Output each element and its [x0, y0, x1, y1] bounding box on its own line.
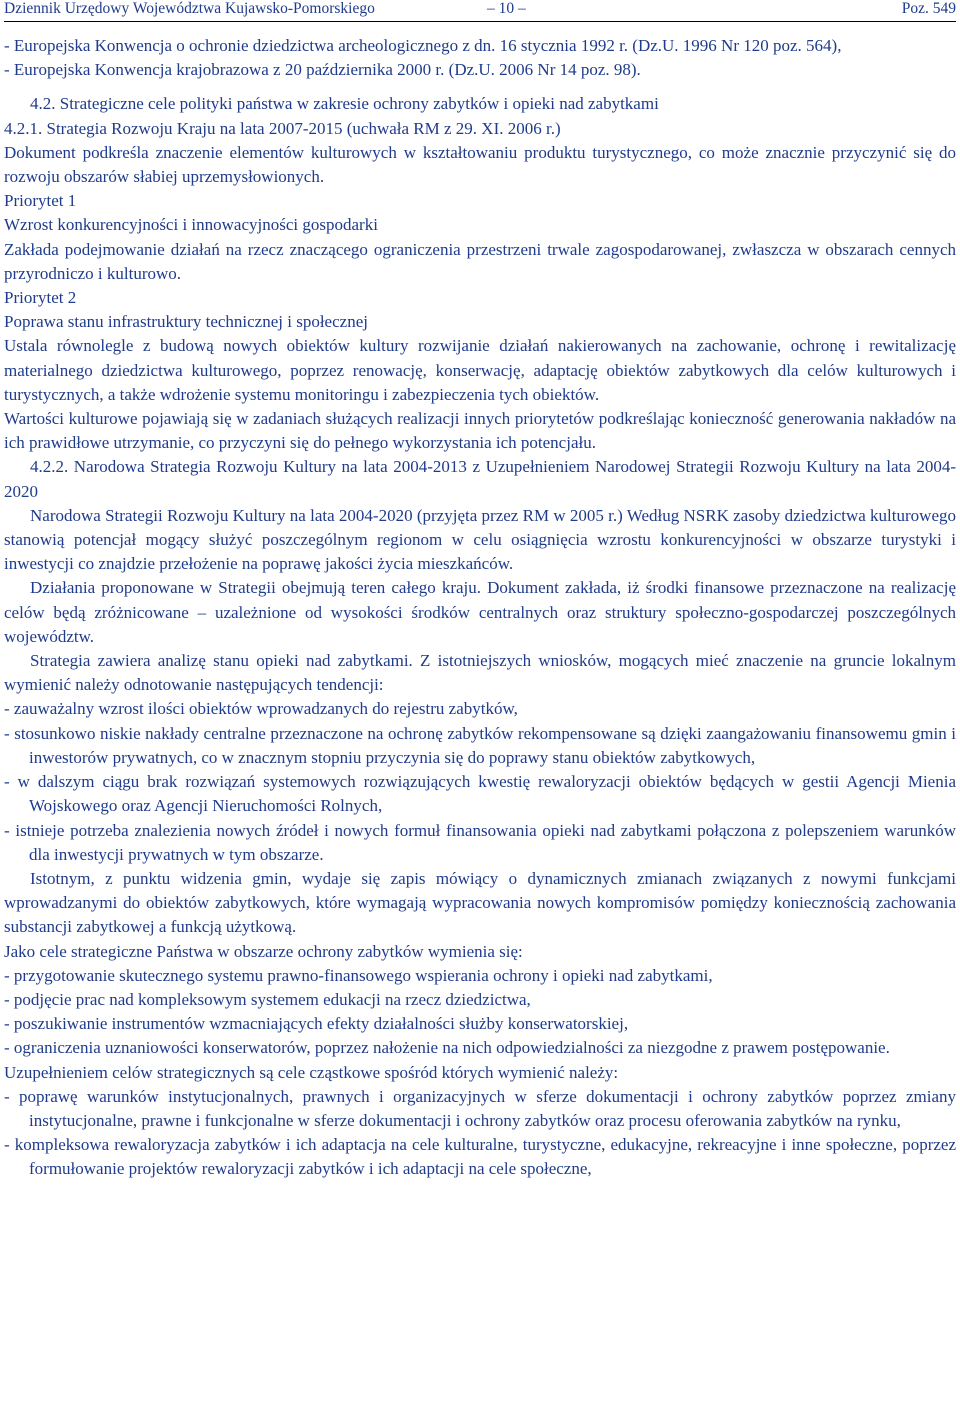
priority-title: Poprawa stanu infrastruktury technicznej i społecznej	[4, 312, 368, 332]
page-header	[4, 0, 956, 22]
list-item: - Europejska Konwencja krajobrazowa z 20 października 2000 r. (Dz.U. 2006 Nr 14 poz. 98).	[4, 60, 641, 80]
list-item: - istnieje potrzeba znalezienia nowych źródeł i nowych formuł finansowania opieki nad zabytkami połączona z polepszeniem warunków dla inwestycji prywatnych w tym obszarze.	[4, 820, 956, 864]
section-heading: 4.2. Strategiczne cele polityki państwa w zakresie ochrony zabytków i opieki nad zabytkami	[30, 94, 659, 114]
paragraph: Wartości kulturowe pojawiają się w zadaniach służących realizacji innych priorytetów podkreślając konieczność generowania nakładów na ich prawidłowe utrzymanie, co przyczyni się do pełnego wykorzystania ich potencjału.	[4, 409, 956, 453]
list-item: - stosunkowo niskie nakłady centralne przeznaczone na ochronę zabytków rekompensowane są dzięki zaangażowaniu finansowemu gmin i inwestorów prywatnych, co w znacznym stopniu przyczynia się do poprawy stanu obiektów zabytkowych,	[4, 723, 956, 767]
list-item: - podjęcie prac nad kompleksowym systemem edukacji na rzecz dziedzictwa,	[4, 989, 531, 1009]
paragraph: Narodowa Strategii Rozwoju Kultury na lata 2004-2020 (przyjęta przez RM w 2005 r.) Według NSRK zasoby dziedzictwa kulturowego stanowią potencjał mogący służyć poszczególnym regionom w celu osiągnięcia wzrostu konkurencyjności w obszarze turystyki i inwestycji co znajdzie przełożenie na poprawę jakości życia mieszkańców.	[4, 505, 956, 574]
list-item: - Europejska Konwencja o ochronie dziedzictwa archeologicznego z dn. 16 stycznia 1992 r. (Dz.U. 1996 Nr 120 poz. 564),	[4, 36, 842, 55]
document-body	[4, 34, 956, 1182]
paragraph: Istotnym, z punktu widzenia gmin, wydaje się zapis mówiący o dynamicznych zmianach związanych z nowymi funkcjami wprowadzanymi do obiektów zabytkowych, które wymagają wypracowania nowych kompromisów pomiędzy koniecznością zachowania substancji zabytkowej a funkcją użytkową.	[4, 868, 956, 937]
subsection-heading: 4.2.2. Narodowa Strategia Rozwoju Kultury na lata 2004-2013 z Uzupełnieniem Narodowej Strategii Rozwoju Kultury na lata 2004-2020	[4, 457, 956, 501]
priority-title: Wzrost konkurencyjności i innowacyjności gospodarki	[4, 215, 378, 235]
paragraph: Jako cele strategiczne Państwa w obszarze ochrony zabytków wymienia się:	[4, 941, 523, 961]
paragraph: Dokument podkreśla znaczenie elementów kulturowych w kształtowaniu produktu turystycznego, co może znacznie przyczynić się do rozwoju obszarów słabiej uprzemysłowionych.	[4, 142, 956, 187]
paragraph: Uzupełnieniem celów strategicznych są cele cząstkowe spośród których wymienić należy:	[4, 1062, 619, 1082]
priority-label: Priorytet 1	[4, 191, 77, 211]
list-item: - przygotowanie skutecznego systemu prawno-finansowego wspierania ochrony i opieki nad zabytkami,	[4, 965, 713, 985]
list-item: - poszukiwanie instrumentów wzmacniających efekty działalności służby konserwatorskiej,	[4, 1014, 629, 1034]
list-item: - zauważalny wzrost ilości obiektów wprowadzanych do rejestru zabytków,	[4, 699, 518, 719]
list-item: - kompleksowa rewaloryzacja zabytków i ich adaptacja na cele kulturalne, turystyczne, edukacyjne, rekreacyjne i inne społeczne, poprzez formułowanie projektów rewaloryzacji zabytków i ich adaptacji na cele społeczne,	[4, 1135, 956, 1179]
list-item: - ograniczenia uznaniowości konserwatorów, poprzez nałożenie na nich odpowiedzialności za niezgodne z prawem postępowanie.	[4, 1038, 890, 1058]
paragraph: Strategia zawiera analizę stanu opieki nad zabytkami. Z istotniejszych wniosków, mogących mieć znaczenie na gruncie lokalnym wymienić należy odnotowanie następujących tendencji:	[4, 651, 956, 695]
list-item: - w dalszym ciągu brak rozwiązań systemowych rozwiązujących kwestię rewaloryzacji obiektów będących w gestii Agencji Mienia Wojskowego oraz Agencji Nieruchomości Rolnych,	[4, 772, 956, 816]
page-number: – 10 –	[487, 0, 526, 17]
subsection-heading: 4.2.1. Strategia Rozwoju Kraju na lata 2007-2015 (uchwała RM z 29. XI. 2006 r.)	[4, 118, 561, 138]
paragraph: Ustala równolegle z budową nowych obiektów kultury rozwijanie działań nakierowanych na zachowanie, ochronę i rewitalizację materialnego dziedzictwa kulturowego, poprzez renowację, konserwację, adaptację obiektów zabytkowych dla celów kulturowych i turystycznych, a także wdrożenie systemu monitoringu i zabezpieczenia tych obiektów.	[4, 336, 956, 404]
paragraph: Zakłada podejmowanie działań na rzecz znaczącego ograniczenia przestrzeni trwale zagospodarowanej, zwłaszcza w obszarach cennych przyrodniczo i kulturowo.	[4, 239, 956, 283]
paragraph: Działania proponowane w Strategii obejmują teren całego kraju. Dokument zakłada, iż środki finansowe przeznaczone na realizację celów będą zróżnicowane – uzależnione od wysokości środków centralnych oraz struktury społeczno-gospodarczej poszczególnych województw.	[4, 578, 956, 646]
position-number: Poz. 549	[901, 0, 956, 17]
list-item: - poprawę warunków instytucjonalnych, prawnych i organizacyjnych w sferze dokumentacji i ochrony zabytków poprzez zmiany instytucjonalne, prawne i funkcjonalne w sferze dokumentacji i ochrony zabytków oraz procesu oferowania zabytków na rynku,	[4, 1086, 956, 1130]
priority-label: Priorytet 2	[4, 288, 77, 308]
journal-title: Dziennik Urzędowy Województwa Kujawsko-Pomorskiego	[4, 0, 375, 17]
